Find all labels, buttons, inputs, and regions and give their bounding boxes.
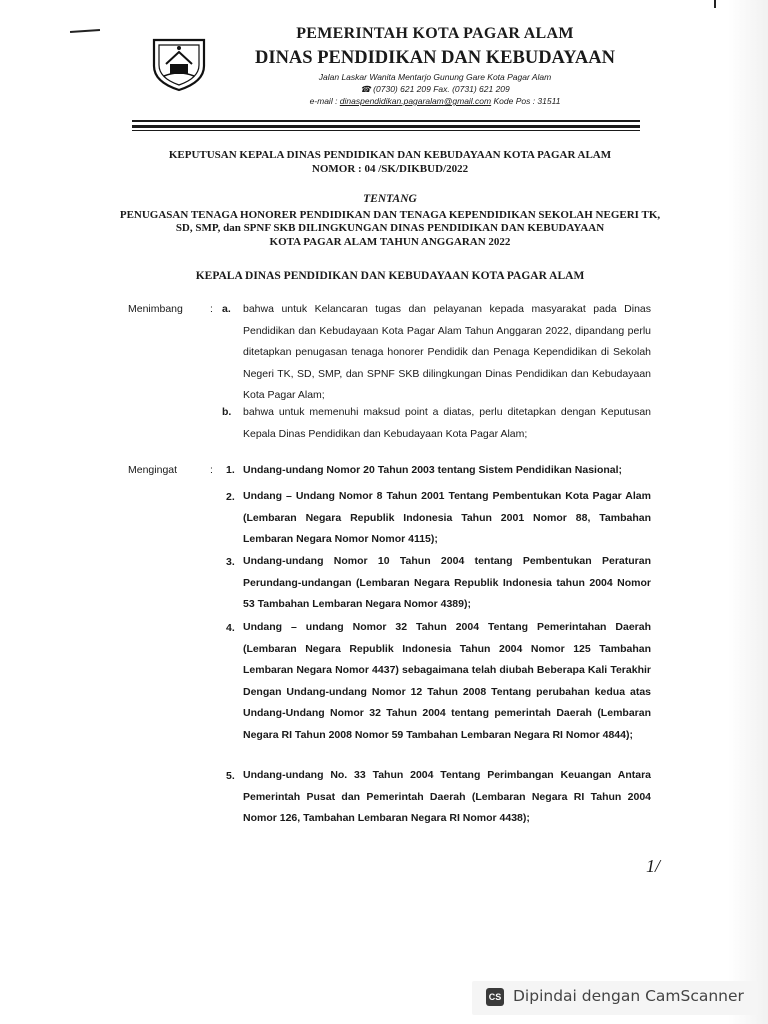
subject-line: KOTA PAGAR ALAM TAHUN ANGGARAN 2022 <box>269 236 511 248</box>
clause-marker: b. <box>222 406 232 418</box>
camscanner-logo-icon: CS <box>486 988 504 1006</box>
law-text: Undang – undang Nomor 32 Tahun 2004 Tentang Pemerintahan Daerah (Lembaran Negara Republik Indonesia Tahun 2004 Nomor 125 Tambahan Lembaran Negara Nomor 4437) sebagaimana telah diubah Beberapa Kali Terakhir Dengan Undang-undang Nomor 12 Tahun 2008 Tentang perubahan kedua atas Undang-Undang Nomor 32 Tahun 2004 tentang pemerintah Daerah (Lembaran Negara RI Tahun 2008 Nomor 59 Tambahan Lembaran Negara RI Nomor 4844); <box>243 621 651 741</box>
decree-number: NOMOR : 04 /SK/DIKBUD/2022 <box>311 163 469 175</box>
clause-marker: a. <box>222 303 231 315</box>
letterhead-department: DINAS PENDIDIKAN DAN KEBUDAYAAN <box>255 48 615 68</box>
law-text: Undang-undang Nomor 20 Tahun 2003 tentang Sistem Pendidikan Nasional; <box>243 464 623 476</box>
email-label: e-mail : <box>309 96 340 106</box>
law-marker: 3. <box>226 556 235 568</box>
menimbang-colon: : <box>210 303 213 315</box>
law-marker: 2. <box>226 491 235 503</box>
law-text: Undang – Undang Nomor 8 Tahun 2001 Tentang Pembentukan Kota Pagar Alam (Lembaran Negara Republik Indonesia Tahun 2001 Nomor 88, Tambahan Lembaran Negara Nomor Nomor 4115); <box>243 490 651 545</box>
letterhead-address: Jalan Laskar Wanita Mentarjo Gunung Gare Kota Pagar Alam <box>318 72 552 82</box>
decree-title: KEPUTUSAN KEPALA DINAS PENDIDIKAN DAN KEBUDAYAAN KOTA PAGAR ALAM <box>168 149 612 161</box>
mengingat-colon: : <box>210 464 213 476</box>
letterhead-email-line <box>200 96 670 106</box>
tentang-heading: TENTANG <box>363 193 417 205</box>
page-initial-mark: 1/ <box>646 856 661 876</box>
letterhead-rule <box>132 125 640 128</box>
scan-mark <box>70 29 100 33</box>
law-text: Undang-undang No. 33 Tahun 2004 Tentang Perimbangan Keuangan Antara Pemerintah Pusat dan Pemerintah Daerah (Lembaran Negara RI Tahun 2004 Nomor 126, Tambahan Lembaran Negara RI Nomor 4438); <box>243 769 651 824</box>
official-heading: KEPALA DINAS PENDIDIKAN DAN KEBUDAYAAN KOTA PAGAR ALAM <box>195 270 585 282</box>
subject-line: SD, SMP, dan SPNF SKB DILINGKUNGAN DINAS PENDIDIKAN DAN KEBUDAYAAN <box>175 222 605 234</box>
law-text: Undang-undang Nomor 10 Tahun 2004 tentang Pembentukan Peraturan Perundang-undangan (Lembaran Negara Republik Indonesia tahun 2004 Nomor 53 Tambahan Lembaran Negara Nomor 4389); <box>243 555 651 610</box>
clause-text: bahwa untuk memenuhi maksud point a diatas, perlu ditetapkan dengan Keputusan Kepala Dinas Pendidikan dan Kebudayaan Kota Pagar Alam; <box>243 406 651 440</box>
page-edge-shadow <box>728 0 768 1024</box>
letterhead-phone: ☎ (0730) 621 209 Fax. (0731) 621 209 <box>360 84 510 94</box>
letterhead-rule <box>132 130 640 131</box>
clause-text: bahwa untuk Kelancaran tugas dan pelayanan kepada masyarakat pada Dinas Pendidikan dan Kebudayaan Kota Pagar Alam Tahun Anggaran 2022, dipandang perlu ditetapkan penugasan tenaga honorer Pendidik dan Penaga Kependidikan di Sekolah Negeri TK, SD, SMP, dan SPNF SKB dilingkungan Dinas Pendidikan dan Kebudayaan Kota Pagar Alam; <box>243 303 651 401</box>
letterhead-government: PEMERINTAH KOTA PAGAR ALAM <box>296 25 574 42</box>
mengingat-label: Mengingat <box>128 464 178 476</box>
menimbang-label: Menimbang <box>128 303 183 315</box>
law-marker: 5. <box>226 770 235 782</box>
law-marker: 4. <box>226 622 235 634</box>
letterhead-rule <box>132 120 640 122</box>
subject-line: PENUGASAN TENAGA HONORER PENDIDIKAN DAN TENAGA KEPENDIDIKAN SEKOLAH NEGERI TK, <box>119 209 661 221</box>
law-marker: 1. <box>226 464 235 476</box>
edge-tick <box>714 0 716 8</box>
postal-code: Kode Pos : 31511 <box>491 96 561 106</box>
camscanner-text: Dipindai dengan CamScanner <box>513 987 744 1005</box>
email-link[interactable]: dinaspendidikan.pagaralam@gmail.com <box>339 96 492 106</box>
